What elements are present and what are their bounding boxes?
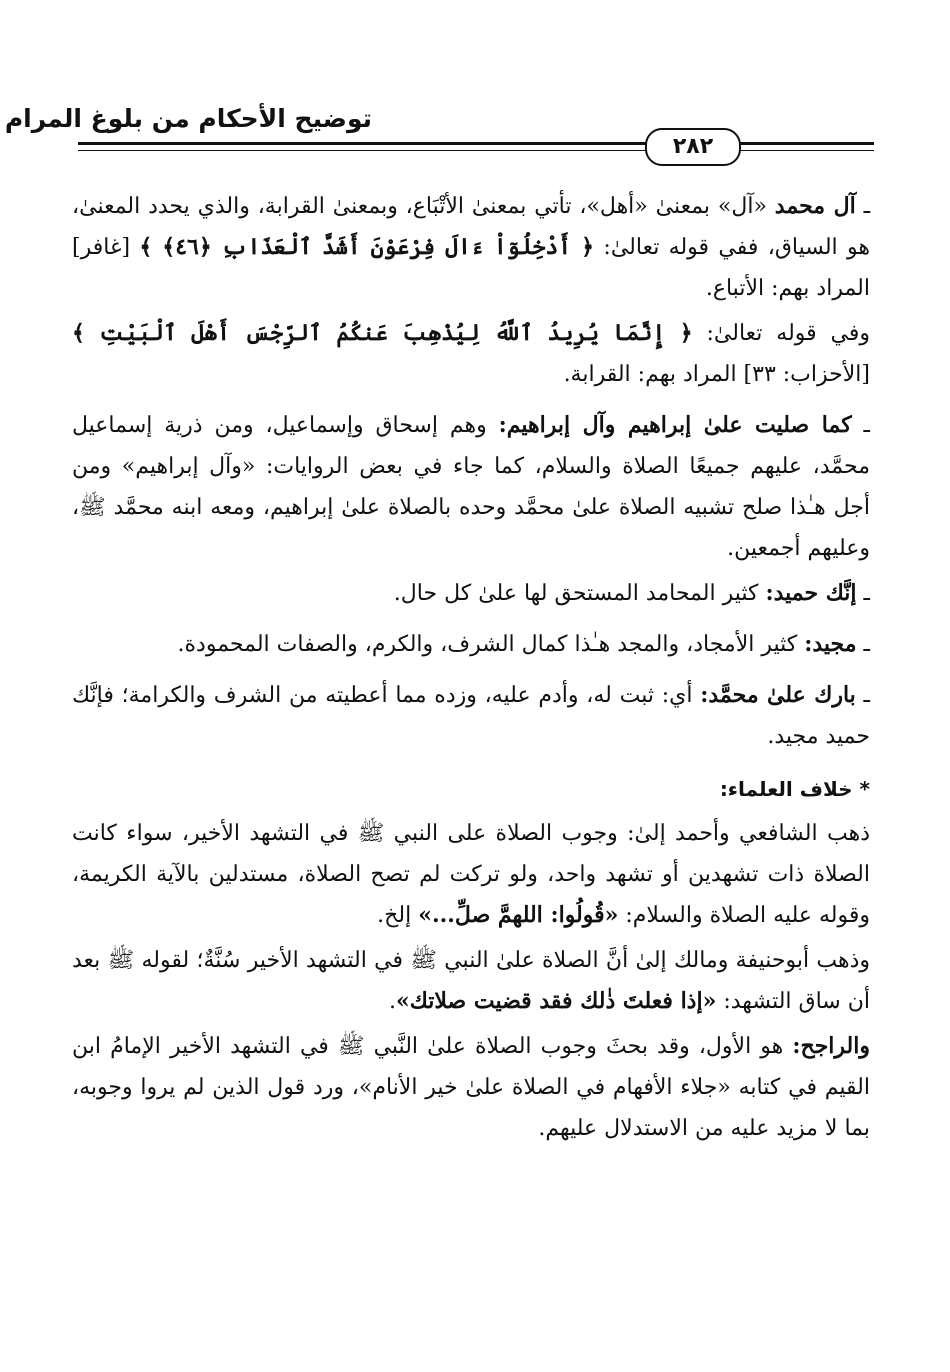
header-rule-thick [78,142,874,145]
page-number: ٢٨٢ [645,128,741,166]
term-keyword: آل محمد [774,193,856,219]
dash: ـ [863,632,870,657]
hadith-quote: «إذا فعلتَ ذٰلك فقد قضيت صلاتك» [395,988,717,1014]
paragraph-hamid [72,573,870,614]
paragraph-al-muhammad [72,186,870,309]
page-body [72,186,870,1153]
paragraph-tail: . [388,989,396,1014]
paragraph-rajih [72,1026,870,1149]
dash: ـ [863,581,870,606]
term-keyword: بارك علىٰ محمَّد: [700,682,856,708]
term-keyword: مجيد: [804,631,857,657]
paragraph-text: وذهب أبوحنيفة ومالك إلىٰ أنَّ الصلاة علىٰ النبي ﷺ في التشهد الأخير سُنَّةٌ؛ لقوله ﷺ بعد أن ساق التشهد: [72,948,870,1014]
paragraph-text: وفي قوله تعالىٰ: [706,321,870,346]
paragraph-text: ذهب الشافعي وأحمد إلىٰ: وجوب الصلاة على النبي ﷺ في التشهد الأخير، سواء كانت الصلاة ذات تشهدين أو تشهد واحد، ولو تركت لم تصح الصلاة، مستدلين بالآية الكريمة، وقوله عليه الصلاة والسلام: [72,821,870,928]
dash: ـ [863,683,870,708]
paragraph-text: «آل» بمعنىٰ «أهل»، تأتي بمعنىٰ الأتْبَاع، وبمعنىٰ القرابة، والذي يحدد المعنىٰ، هو السياق، ففي قوله تعالىٰ: [72,194,870,260]
quran-verse: ﴿ أَدْخِلُوٓاْ ءَالَ فِرْعَوْنَ أَشَدَّ ٱلْعَذَابِ ﴿٤٦﴾ ﴾ [139,234,595,260]
paragraph-text: كثير المحامد المستحق لها علىٰ كل حال. [393,581,759,606]
paragraph-ibrahim [72,405,870,569]
hadith-quote: «قُولُوا: اللهمَّ صلِّ...» [418,902,619,928]
paragraph-text: كثير الأمجاد، والمجد هـٰذا كمال الشرف، والكرم، والصفات المحمودة. [177,632,798,657]
section-heading: * خلاف العلماء: [719,777,870,801]
verse-reference: [غافر] المراد بهم: الأتباع. [72,235,870,301]
paragraph-barik [72,675,870,757]
paragraph-text: أي: ثبت له، وأدم عليه، وزده مما أعطيته من الشرف والكرامة؛ فإنَّك حميد مجيد. [72,683,870,749]
dash: ـ [863,413,870,438]
paragraph-shafii [72,813,870,936]
term-keyword: والراجح: [792,1033,870,1059]
dash: ـ [863,194,871,219]
quran-verse: ﴿ إِنَّمَا يُرِيدُ ٱللَّهُ لِيُذْهِبَ عَنكُمُ ٱلرِّجْسَ أَهْلَ ٱلْبَيْتِ ﴾ [72,320,693,346]
term-keyword: كما صليت علىٰ إبراهيم وآل إبراهيم: [498,412,852,438]
verse-reference: [الأحزاب: ٣٣] المراد بهم: القرابة. [563,362,870,387]
paragraph-text: هو الأول، وقد بحثَ وجوب الصلاة علىٰ النَّبي ﷺ في التشهد الأخير الإمامُ ابن القيم في كتابه «جلاء الأفهام في الصلاة علىٰ خير الأنام»، ورد قول الذين لم يروا وجوبه، بما لا مزيد عليه من الاستدلال عليهم. [72,1034,870,1141]
paragraph-majid [72,624,870,665]
paragraph-tail: إلخ. [377,903,412,928]
paragraph-text: وهم إسحاق وإسماعيل، ومن ذرية إسماعيل محمَّد، عليهم جميعًا الصلاة والسلام، كما جاء في بعض الروايات: «وآل إبراهيم» ومن أجل هـٰذا صلح تشبيه الصلاة علىٰ محمَّد وحده بالصلاة علىٰ إبراهيم، ومعه ابنه محمَّد ﷺ، وعليهم أجمعين. [72,413,870,561]
running-header-title: توضيح الأحكام من بلوغ المرام [4,104,372,133]
term-keyword: إنَّك حميد: [765,580,857,606]
paragraph-ahzab [72,313,870,395]
paragraph-abu-hanifa [72,940,870,1022]
header-rule-thin [78,150,874,151]
